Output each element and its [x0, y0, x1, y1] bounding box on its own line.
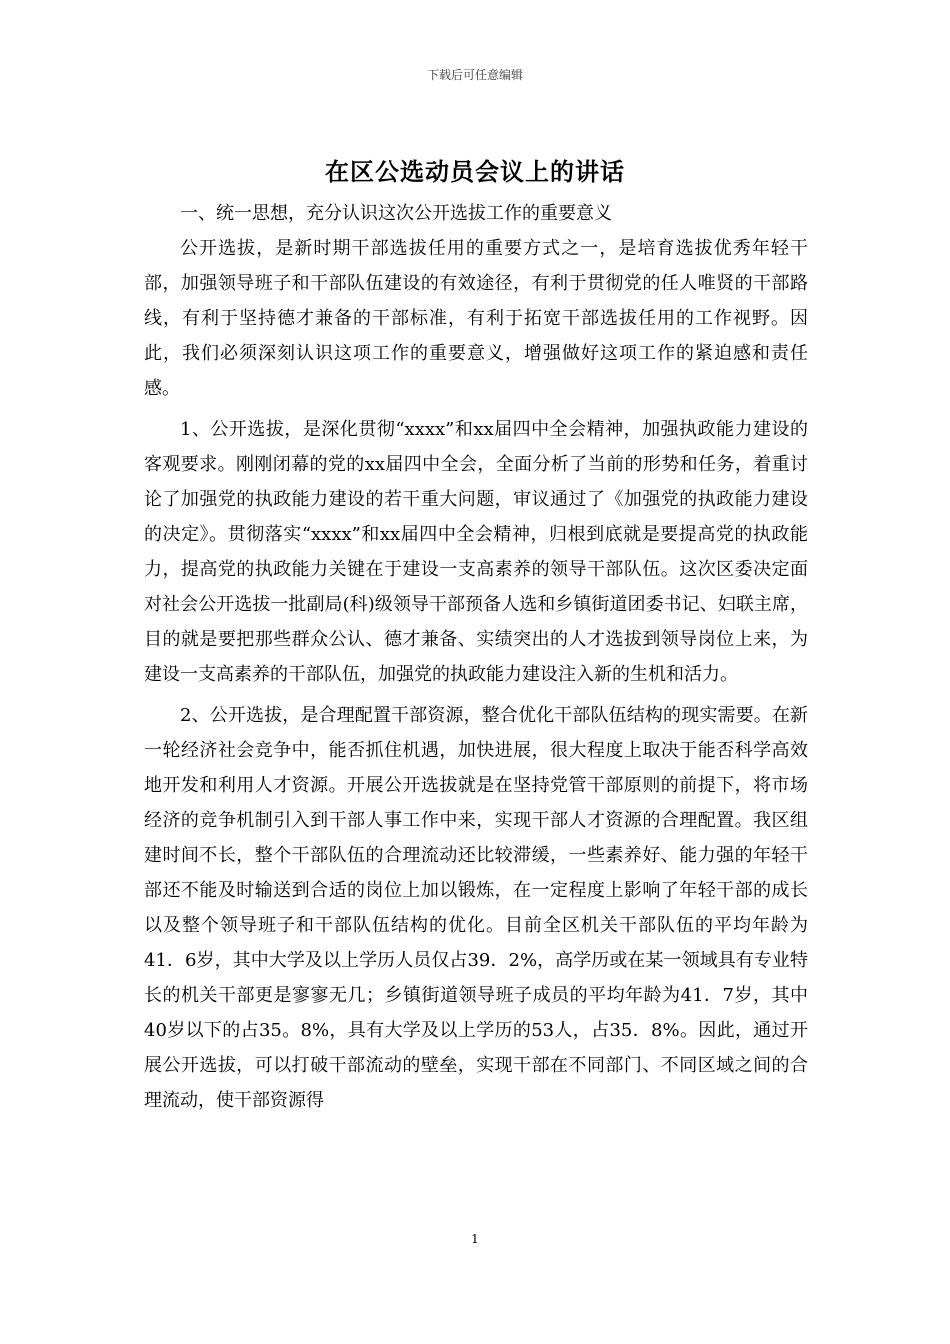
page-header-note: 下载后可任意编辑 — [426, 68, 523, 82]
paragraph-point-1: 1、公开选拔，是深化贯彻“xxxx”和xx届四中全会精神，加强执政能力建设的客观要求。刚刚闭幕的党的xx届四中全会，全面分析了当前的形势和任务，着重讨论了加强党的执政能力建设的若干重大问题，审议通过了《加强党的执政能力建设的决定》。贯彻落实“xxxx”和xx届四中全会精神，归根到底就是要提高党的执政能力，提高党的执政能力关键在于建设一支高素养的领导干部队伍。这次区委决定面对社会公开选拔一批副局(科)级领导干部预备人选和乡镇街道团委书记、妇联主席，目的就是要把那些群众公认、德才兼备、实绩突出的人才选拔到领导岗位上来，为建设一支高素养的干部队伍，加强党的执政能力建设注入新的生机和活力。 — [144, 419, 808, 685]
section-heading: 一、统一思想，充分认识这次公开选拔工作的重要意义 — [180, 203, 612, 224]
paragraph-intro: 公开选拔，是新时期干部选拔任用的重要方式之一，是培育选拔优秀年轻干部，加强领导班子和干部队伍建设的有效途径，有利于贯彻党的任人唯贤的干部路线，有利于坚持德才兼备的干部标准，有利于拓宽干部选拔任用的工作视野。因此，我们必须深刻认识这项工作的重要意义，增强做好这项工作的紧迫感和责任感。 — [144, 238, 808, 399]
document-title: 在区公选动员会议上的讲话 — [325, 158, 625, 186]
page-number: 1 — [471, 1232, 479, 1246]
document-body — [144, 196, 808, 1118]
paragraph-point-2: 2、公开选拔，是合理配置干部资源，整合优化干部队伍结构的现实需要。在新一轮经济社会竞争中，能否抓住机遇，加快进展，很大程度上取决于能否科学高效地开发和利用人才资源。开展公开选拔就是在坚持党管干部原则的前提下，将市场经济的竞争机制引入到干部人事工作中来，实现干部人才资源的合理配置。我区组建时间不长，整个干部队伍的合理流动还比较滞缓，一些素养好、能力强的年轻干部还不能及时输送到合适的岗位上加以锻炼，在一定程度上影响了年轻干部的成长以及整个领导班子和干部队伍结构的优化。目前全区机关干部队伍的平均年龄为41．6岁，其中大学及以上学历人员仅占39．2%，高学历或在某一领域具有专业特长的机关干部更是寥寥无几；乡镇街道领导班子成员的平均年龄为41．7岁，其中40岁以下的占35。8%，具有大学及以上学历的53人，占35．8%。因此，通过开展公开选拔，可以打破干部流动的壁垒，实现干部在不同部门、不同区域之间的合理流动，使干部资源得 — [144, 705, 808, 1111]
